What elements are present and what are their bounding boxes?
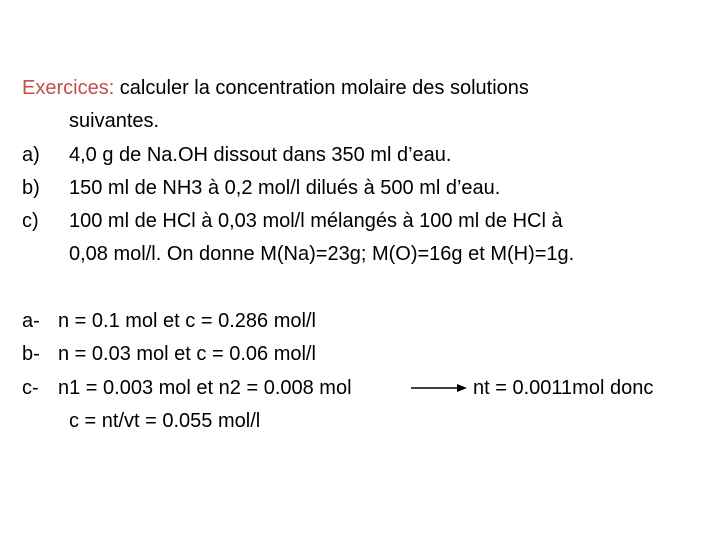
answer-c-text-line2: c = nt/vt = 0.055 mol/l	[69, 410, 261, 432]
exercise-title-text: calculer la concentration molaire des solutions	[114, 77, 529, 99]
answer-c-result: nt = 0.0011mol donc	[473, 377, 654, 399]
exercise-item-a-text: 4,0 g de Na.OH dissout dans 350 ml d’eau.	[69, 144, 452, 166]
exercise-item-c-label: c)	[22, 210, 39, 232]
answer-b-text: n = 0.03 mol et c = 0.06 mol/l	[58, 343, 316, 365]
exercise-item-c-text-line2: 0,08 mol/l. On donne M(Na)=23g; M(O)=16g et M(H)=1g.	[69, 243, 575, 265]
answer-a-label: a-	[22, 310, 40, 332]
exercise-title-continuation: suivantes.	[69, 110, 160, 132]
answer-b-label: b-	[22, 343, 40, 365]
exercise-item-b-text: 150 ml de NH3 à 0,2 mol/l dilués à 500 ml d’eau.	[69, 177, 501, 199]
answer-c-label: c-	[22, 377, 39, 399]
exercise-title-prefix: Exercices:	[22, 77, 115, 99]
answer-c-text: n1 = 0.003 mol et n2 = 0.008 mol	[58, 377, 352, 399]
exercise-item-a-label: a)	[22, 144, 40, 166]
exercise-item-c-text-line1: 100 ml de HCl à 0,03 mol/l mélangés à 100 ml de HCl à	[69, 210, 563, 232]
exercise-item-b-label: b)	[22, 177, 40, 199]
answer-a-text: n = 0.1 mol et c = 0.286 mol/l	[58, 310, 316, 332]
exercise-title	[22, 76, 529, 100]
right-arrow-icon	[410, 380, 468, 396]
